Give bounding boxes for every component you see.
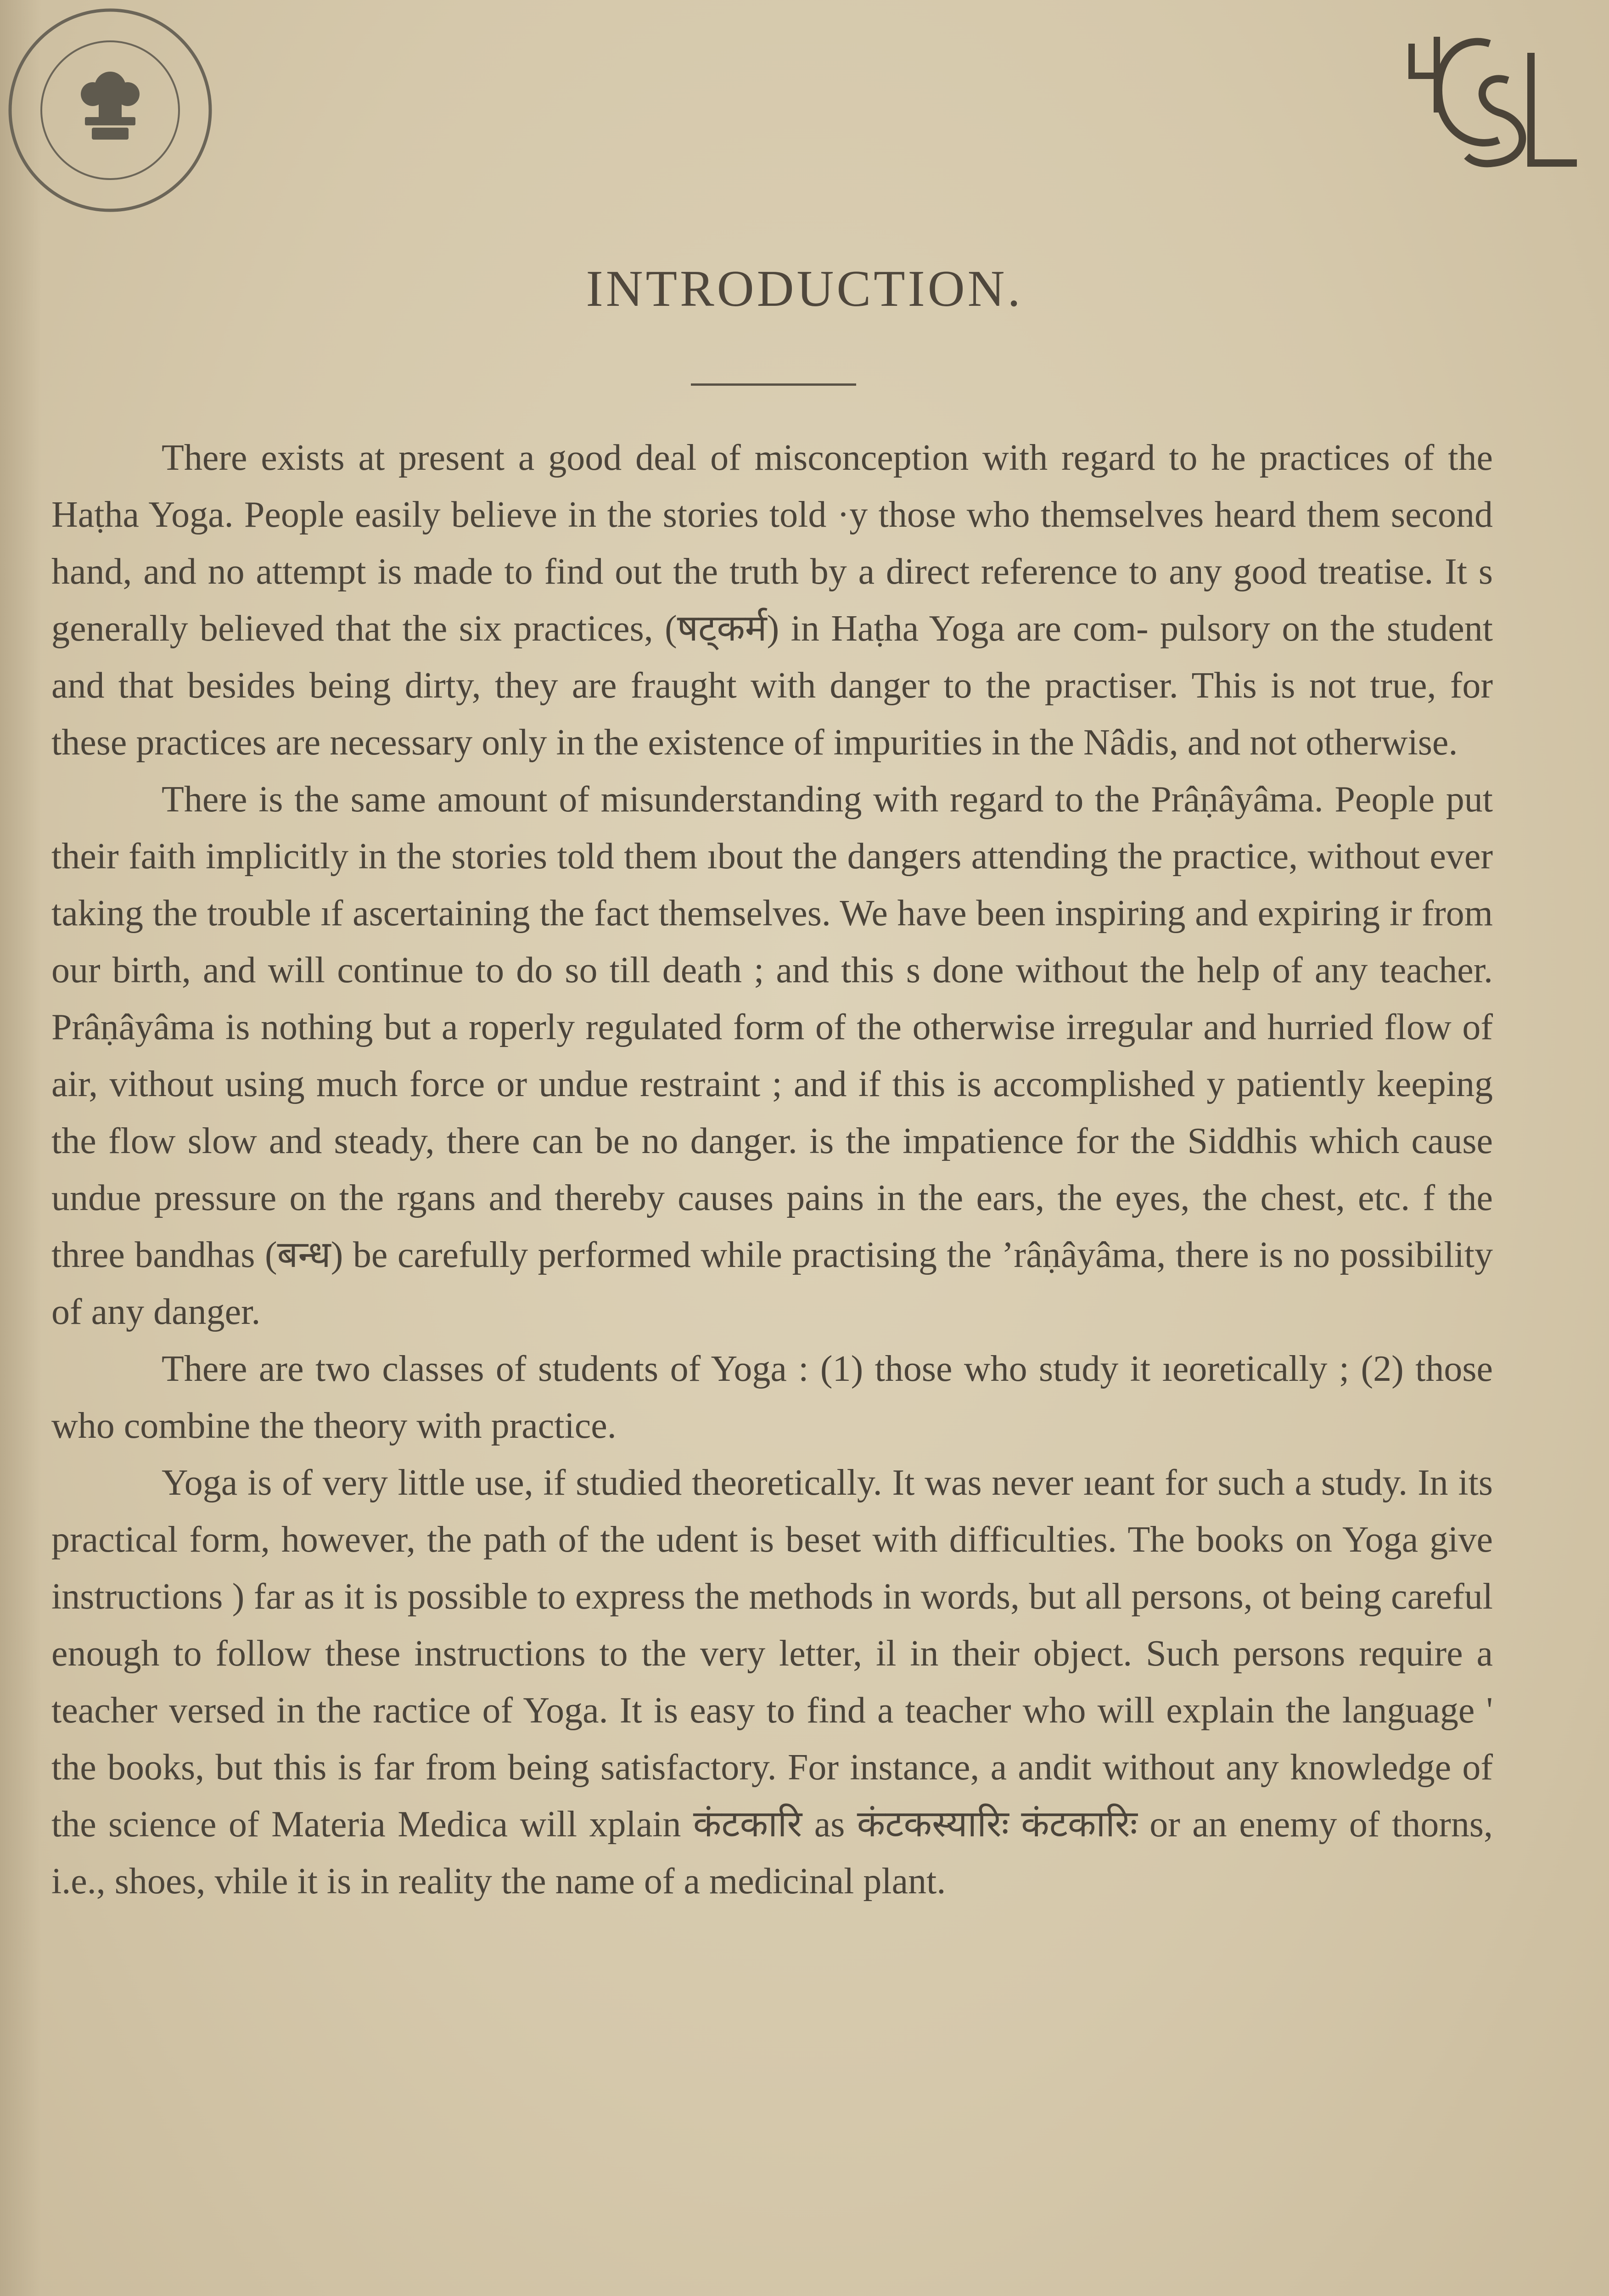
paragraph: There is the same amount of misunderstanding with regard to the Prâṇâyâma. People put their faith implicitly in the stories told them ıbout the dangers attending the practice, without ever taking the trouble ıf ascertaining the fact themselves. We have been inspiring and expiring ir from our birth, and will continue to do so till death ; and this s done without the help of any teacher. Prâṇâyâma is nothing but a roperly regulated form of the otherwise irregular and hurried flow of air, vithout using much force or undue restraint ; and if this is accomplished y patiently keeping the flow slow and steady, there can be no danger. is the impatience for the Siddhis which cause undue pressure on the rgans and thereby causes pains in the ears, the eyes, the chest, etc. f the three bandhas (बन्ध) be carefully performed while practising the ʼrâṇâyâma, there is no possibility of any danger. [51, 779, 1493, 1332]
page-title: INTRODUCTION. [586, 260, 1023, 317]
csl-monogram-graphic [1393, 25, 1586, 181]
seal-graphic [5, 5, 216, 216]
paragraph: There exists at present a good deal of misconception with regard to he practices of the Haṭha Yoga. People easily believe in the stories told ·y those who themselves heard them second hand, and no attempt is made to find out the truth by a direct reference to any good treatise. It s generally believed that the six practices, (षट्कर्म) in Haṭha Yoga are com- pulsory on the student and that besides being dirty, they are fraught with danger to the practiser. This is not true, for these practices are necessary only in the existence of impurities in the Nâdis, and not otherwise. [51, 438, 1493, 763]
paragraph: Yoga is of very little use, if studied theoretically. It was never ıeant for such a study. In its practical form, however, the path of the udent is beset with difficulties. The books on Yoga give instructions ) far as it is possible to express the methods in words, but all persons, ot being careful enough to follow these instructions to the very letter, il in their object. Such persons require a teacher versed in the ractice of Yoga. It is easy to find a teacher who will explain the language ' the books, but this is far from being satisfactory. For instance, a andit without any knowledge of the science of Materia Medica will xplain कंटकारि as कंटकस्यारिः कंटकारिः or an enemy of thorns, i.e., shoes, vhile it is in reality the name of a medicinal plant. [51, 1463, 1493, 1902]
state-emblem-icon [81, 72, 140, 140]
introduction-body [51, 429, 1493, 1910]
page-edge-shadow [0, 0, 41, 2296]
paragraph: There are two classes of students of Yoga : (1) those who study it ıeoretically ; (2) those who combine the theory with practice. [51, 1349, 1493, 1446]
title-divider [691, 383, 856, 386]
library-monogram [1393, 25, 1586, 181]
government-seal-stamp [5, 5, 216, 216]
